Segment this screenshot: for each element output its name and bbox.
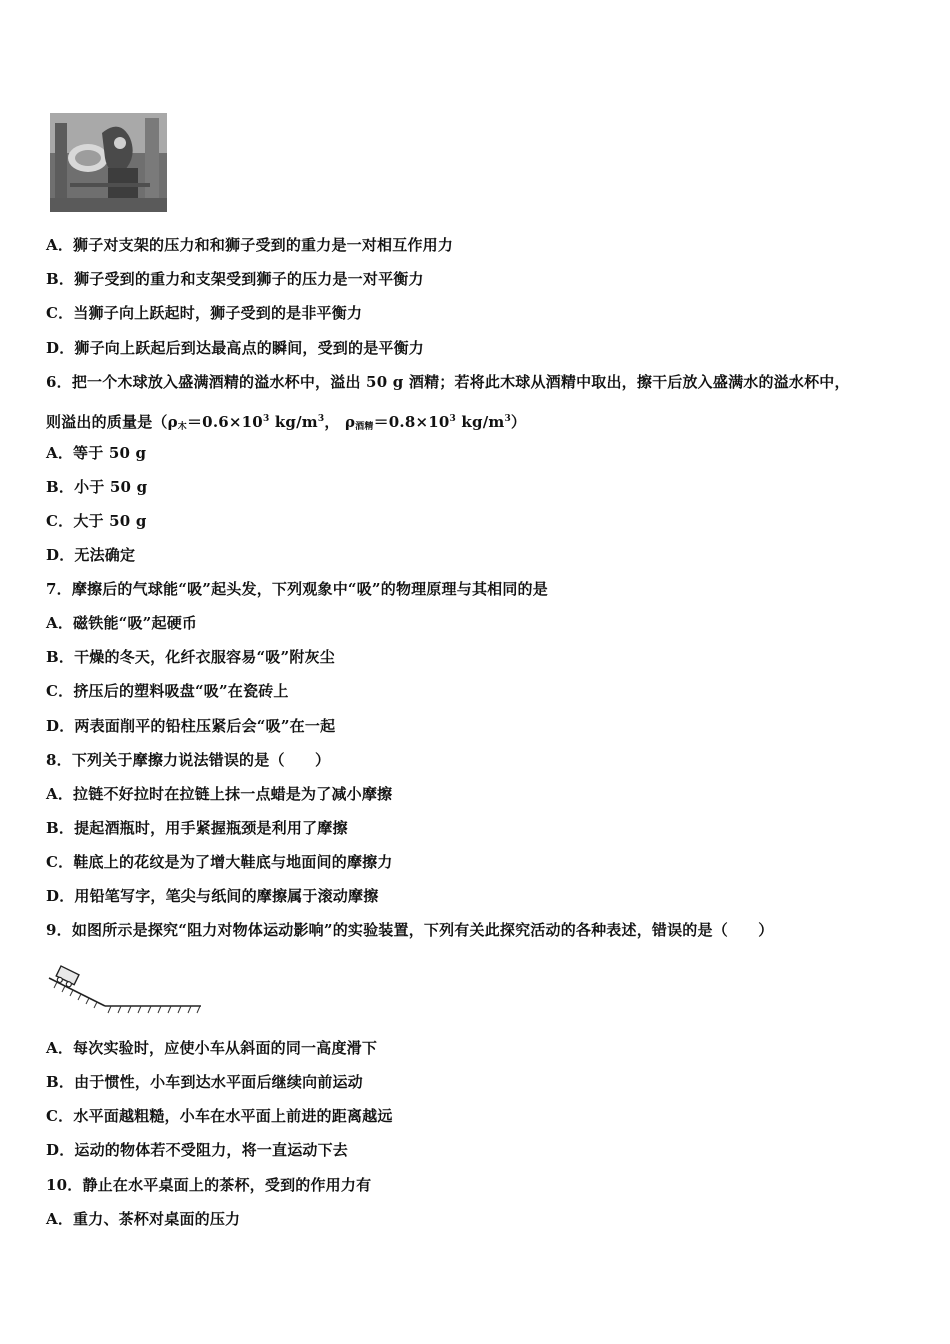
rho-wood-subscript: 木 (177, 422, 187, 432)
separator: ， ρ (324, 413, 356, 431)
q5-option-d: D．狮子向上跃起后到达最高点的瞬间，受到的是平衡力 (46, 339, 425, 357)
q6-option-a: A．等于 50 g (46, 444, 147, 462)
q6-option-b: B．小于 50 g (46, 478, 148, 496)
q6-stem-line2 (46, 409, 526, 437)
unit: kg/m (455, 413, 505, 431)
q9-option-b: B．由于惯性，小车到达水平面后继续向前运动 (46, 1073, 363, 1091)
q6-stem-line1: 6．把一个木球放入盛满酒精的溢水杯中，溢出 50 g 酒精；若将此木球从酒精中取出，擦干后放入盛满水的溢水杯中， (46, 373, 850, 391)
incline-cart-diagram (45, 958, 205, 1020)
q9-option-c: C．水平面越粗糙，小车在水平面上前进的距离越远 (46, 1107, 393, 1125)
q7-option-d: D．两表面削平的铅柱压紧后会“吸”在一起 (46, 717, 336, 735)
unit-exponent: 3 (317, 414, 325, 424)
q8-option-b: B．提起酒瓶时，用手紧握瓶颈是利用了摩擦 (46, 819, 348, 837)
rho-alcohol-value: ＝0.8×10 (373, 413, 450, 431)
q10-option-a: A．重力、茶杯对桌面的压力 (46, 1210, 241, 1228)
q8-option-a: A．拉链不好拉时在拉链上抹一点蜡是为了减小摩擦 (46, 785, 393, 803)
rho-alcohol-subscript: 酒精 (355, 422, 374, 432)
q9-stem: 9．如图所示是探究“阻力对物体运动影响”的实验装置，下列有关此探究活动的各种表述，错误的是（ ） (46, 921, 774, 939)
q6-option-d: D．无法确定 (46, 546, 136, 564)
q5-option-b: B．狮子受到的重力和支架受到狮子的压力是一对平衡力 (46, 270, 424, 288)
exponent: 3 (262, 414, 270, 424)
close-paren: ） (510, 413, 527, 431)
q5-option-a: A．狮子对支架的压力和和狮子受到的重力是一对相互作用力 (46, 236, 454, 254)
q9-option-d: D．运动的物体若不受阻力，将一直运动下去 (46, 1141, 349, 1159)
q7-option-c: C．挤压后的塑料吸盘“吸”在瓷砖上 (46, 682, 289, 700)
rho-wood-value: ＝0.6×10 (186, 413, 263, 431)
q8-option-c: C．鞋底上的花纹是为了增大鞋底与地面间的摩擦力 (46, 853, 393, 871)
q9-option-a: A．每次实验时，应使小车从斜面的同一高度滑下 (46, 1039, 378, 1057)
q7-option-b: B．干燥的冬天，化纤衣服容易“吸”附灰尘 (46, 648, 335, 666)
q8-option-d: D．用铅笔写字，笔尖与纸间的摩擦属于滚动摩擦 (46, 887, 379, 905)
q5-option-c: C．当狮子向上跃起时，狮子受到的是非平衡力 (46, 304, 363, 322)
q10-stem: 10．静止在水平桌面上的茶杯，受到的作用力有 (46, 1176, 372, 1194)
q7-stem: 7．摩擦后的气球能“吸”起头发，下列观象中“吸”的物理原理与其相同的是 (46, 580, 548, 598)
q6-text: 则溢出的质量是（ρ (46, 413, 178, 431)
q8-stem: 8．下列关于摩擦力说法错误的是（ ） (46, 751, 331, 769)
q7-option-a: A．磁铁能“吸”起硬币 (46, 614, 198, 632)
exponent: 3 (449, 414, 456, 424)
unit: kg/m (269, 413, 318, 431)
q6-option-c: C．大于 50 g (46, 512, 147, 530)
lion-dance-photo (50, 113, 167, 212)
unit-exponent: 3 (504, 414, 511, 424)
